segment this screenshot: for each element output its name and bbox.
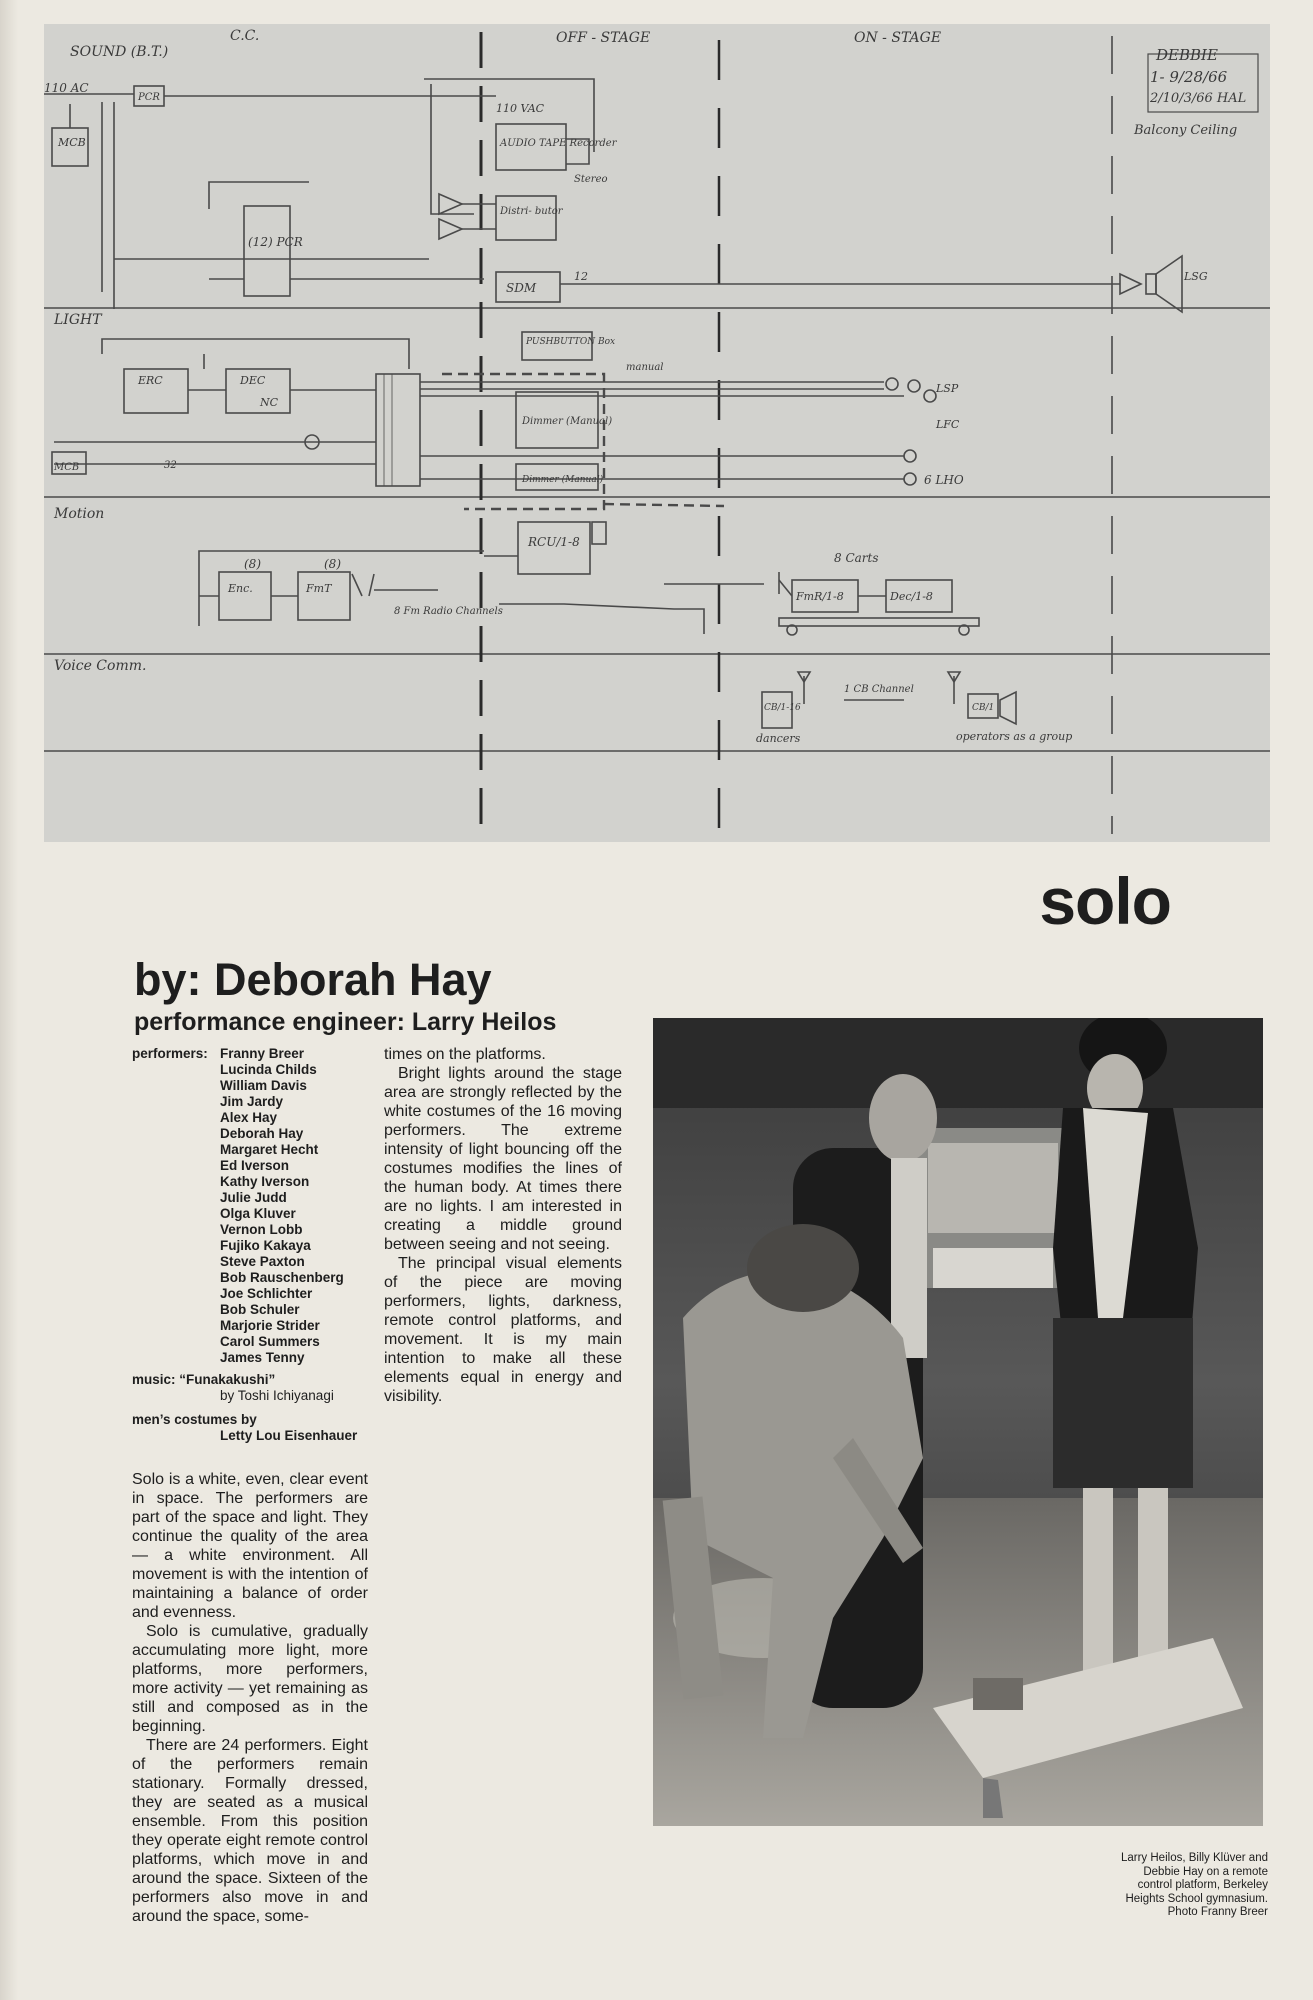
music-credit (132, 1372, 370, 1404)
label-mcb-light: MCB (54, 462, 80, 473)
performer-name: Vernon Lobb (220, 1222, 303, 1237)
byline: by: Deborah Hay (134, 954, 492, 1005)
performance-engineer: performance engineer: Larry Heilos (134, 1008, 557, 1036)
label-110vac: 110 VAC (496, 102, 545, 115)
caption-line: Photo Franny Breer (1167, 1906, 1268, 1918)
performers-label: performers: (132, 1046, 208, 1061)
label-lfc: LFC (936, 418, 960, 431)
label-nc: NC (260, 396, 279, 409)
caption-line: control platform, Berkeley (1137, 1879, 1268, 1891)
article-paragraph: There are 24 performers. Eight of the performers remain stationary. Formally dressed, they are seated as a musical ensemble. From this position they operate eight remote control platforms, which move in and around the space. Sixteen of the performers also move in and around the space, some- (132, 1737, 368, 1925)
diagram-note-dates: 1- 9/28/66 (1150, 68, 1228, 86)
label-lho: 6 LHO (924, 473, 964, 487)
performer-name: Fujiko Kakaya (220, 1238, 311, 1253)
diagram-col-onstage: ON - STAGE (854, 30, 942, 46)
diagram-section-sound: SOUND (B.T.) (70, 44, 169, 60)
performer-name: Margaret Hecht (220, 1142, 319, 1157)
article-paragraph: Solo is cumulative, gradually accumulating more light, more platforms, more performers, more activity — yet remaining as still and composed as in the beginning. (132, 1623, 368, 1735)
performer-name: Carol Summers (220, 1334, 320, 1349)
label-distributor: Distri- butor (500, 206, 563, 217)
performer-name: Olga Kluver (220, 1206, 296, 1221)
label-pcr-box: (12) PCR (248, 235, 303, 249)
credits-block (132, 1046, 370, 1444)
label-dec: DEC (240, 374, 266, 387)
costumes-designer: Letty Lou Eisenhauer (220, 1428, 358, 1443)
performer-name: Marjorie Strider (220, 1318, 320, 1333)
costumes-label: men’s costumes by (132, 1412, 257, 1427)
diagram-note-place: Balcony Ceiling (1134, 123, 1238, 138)
label-fmr: FmR/1-8 (796, 590, 844, 603)
photo-caption (1008, 1852, 1268, 1920)
performer-name: Joe Schlichter (220, 1286, 313, 1301)
label-lsg: LSG (1184, 270, 1208, 283)
performer-name: Jim Jardy (220, 1094, 284, 1109)
page-gutter (0, 0, 18, 2000)
music-label: music: “Funakakushi” (132, 1372, 276, 1387)
costume-credit (132, 1412, 370, 1444)
diagram-note-dates2: 2/10/3/66 HAL (1150, 91, 1247, 106)
article-paragraph: Solo is a white, even, clear event in space. The performers are part of the space and light. They continue the quality of the area — a white environment. All movement is with the intention of maintaining a balance of order and evenness. (132, 1471, 368, 1621)
piece-title: solo (1039, 864, 1171, 938)
music-composer: by Toshi Ichiyanagi (220, 1388, 334, 1403)
label-pushbutton: PUSHBUTTON Box (526, 337, 616, 347)
rehearsal-photo (653, 1018, 1263, 1826)
label-dec-motion: Dec/1-8 (890, 590, 933, 603)
article-paragraph: The principal visual elements of the piece are moving performers, lights, darkness, remote control platforms, and movement. It is my main intention to make all these elements equal in energy and visibility. (384, 1255, 622, 1405)
diagram-svg (44, 24, 1270, 842)
label-channel: 1 CB Channel (844, 684, 914, 695)
label-eight-a: (8) (244, 557, 261, 571)
performer-name: Ed Iverson (220, 1158, 290, 1173)
label-dimmer-2: Dimmer (Manual) (522, 475, 604, 485)
label-cb2: CB/1 (972, 703, 995, 713)
diagram-section-motion: Motion (54, 506, 105, 522)
label-operators: operators as a group (956, 730, 1073, 743)
label-sdm: SDM (506, 281, 537, 295)
performer-name: Bob Schuler (220, 1302, 300, 1317)
label-cb1: CB/1-16 (764, 703, 801, 713)
performer-name: Steve Paxton (220, 1254, 305, 1269)
label-lsp: LSP (936, 382, 959, 395)
diagram-section-light: LIGHT (54, 312, 102, 328)
label-manual: manual (626, 362, 664, 373)
article-column-2 (384, 1045, 622, 1406)
performer-name: Deborah Hay (220, 1126, 304, 1141)
diagram-section-voice: Voice Comm. (54, 658, 147, 674)
caption-line: Debbie Hay on a remote (1143, 1865, 1268, 1878)
label-pcr-small: PCR (138, 92, 160, 103)
performer-name: Bob Rauschenberg (220, 1270, 344, 1285)
label-fmt: FmT (306, 582, 332, 595)
performer-name: Lucinda Childs (220, 1062, 317, 1077)
diagram-col-offstage: OFF - STAGE (556, 30, 651, 46)
label-cars: 8 Carts (834, 551, 879, 565)
label-110ac: 110 AC (44, 81, 89, 95)
article-paragraph: times on the platforms. (384, 1046, 546, 1063)
performer-name: Alex Hay (220, 1110, 278, 1125)
label-dimmer-1: Dimmer (Manual) (522, 416, 613, 427)
label-dancers: dancers (756, 732, 801, 745)
performer-names (220, 1062, 370, 1366)
caption-line: Heights School gymnasium. (1125, 1892, 1268, 1905)
article-column-1 (132, 1470, 368, 1926)
photo-svg (653, 1018, 1263, 1826)
label-32: 32 (164, 460, 177, 471)
performer-name: William Davis (220, 1078, 307, 1093)
diagram-note-name: DEBBIE (1156, 46, 1218, 64)
label-stereo: Stereo (574, 174, 608, 185)
performer-name: James Tenny (220, 1350, 305, 1365)
label-tape: AUDIO TAPE Recorder (500, 138, 617, 149)
label-rcu: RCU/1-8 (528, 535, 580, 549)
label-enc: Enc. (228, 582, 253, 595)
label-radio: 8 Fm Radio Channels (394, 606, 503, 617)
performers-list (132, 1046, 370, 1366)
performer-name: Franny Breer (220, 1046, 305, 1061)
label-mcb-sound: MCB (58, 136, 86, 149)
label-erc: ERC (138, 374, 163, 387)
performer-name: Kathy Iverson (220, 1174, 310, 1189)
system-diagram (44, 24, 1270, 842)
label-eight-b: (8) (324, 557, 341, 571)
label-12: 12 (574, 270, 588, 283)
performer-name: Julie Judd (220, 1190, 287, 1205)
diagram-col-cc: C.C. (230, 28, 260, 44)
caption-line: Larry Heilos, Billy Klüver and (1120, 1852, 1268, 1864)
article-paragraph: Bright lights around the stage area are strongly reflected by the white costumes of the 16 moving performers. The extreme intensity of light bouncing off the costumes modifies the lines of the human body. At times there are no lights. I am interested in creating a middle ground between seeing and not seeing. (384, 1065, 622, 1253)
